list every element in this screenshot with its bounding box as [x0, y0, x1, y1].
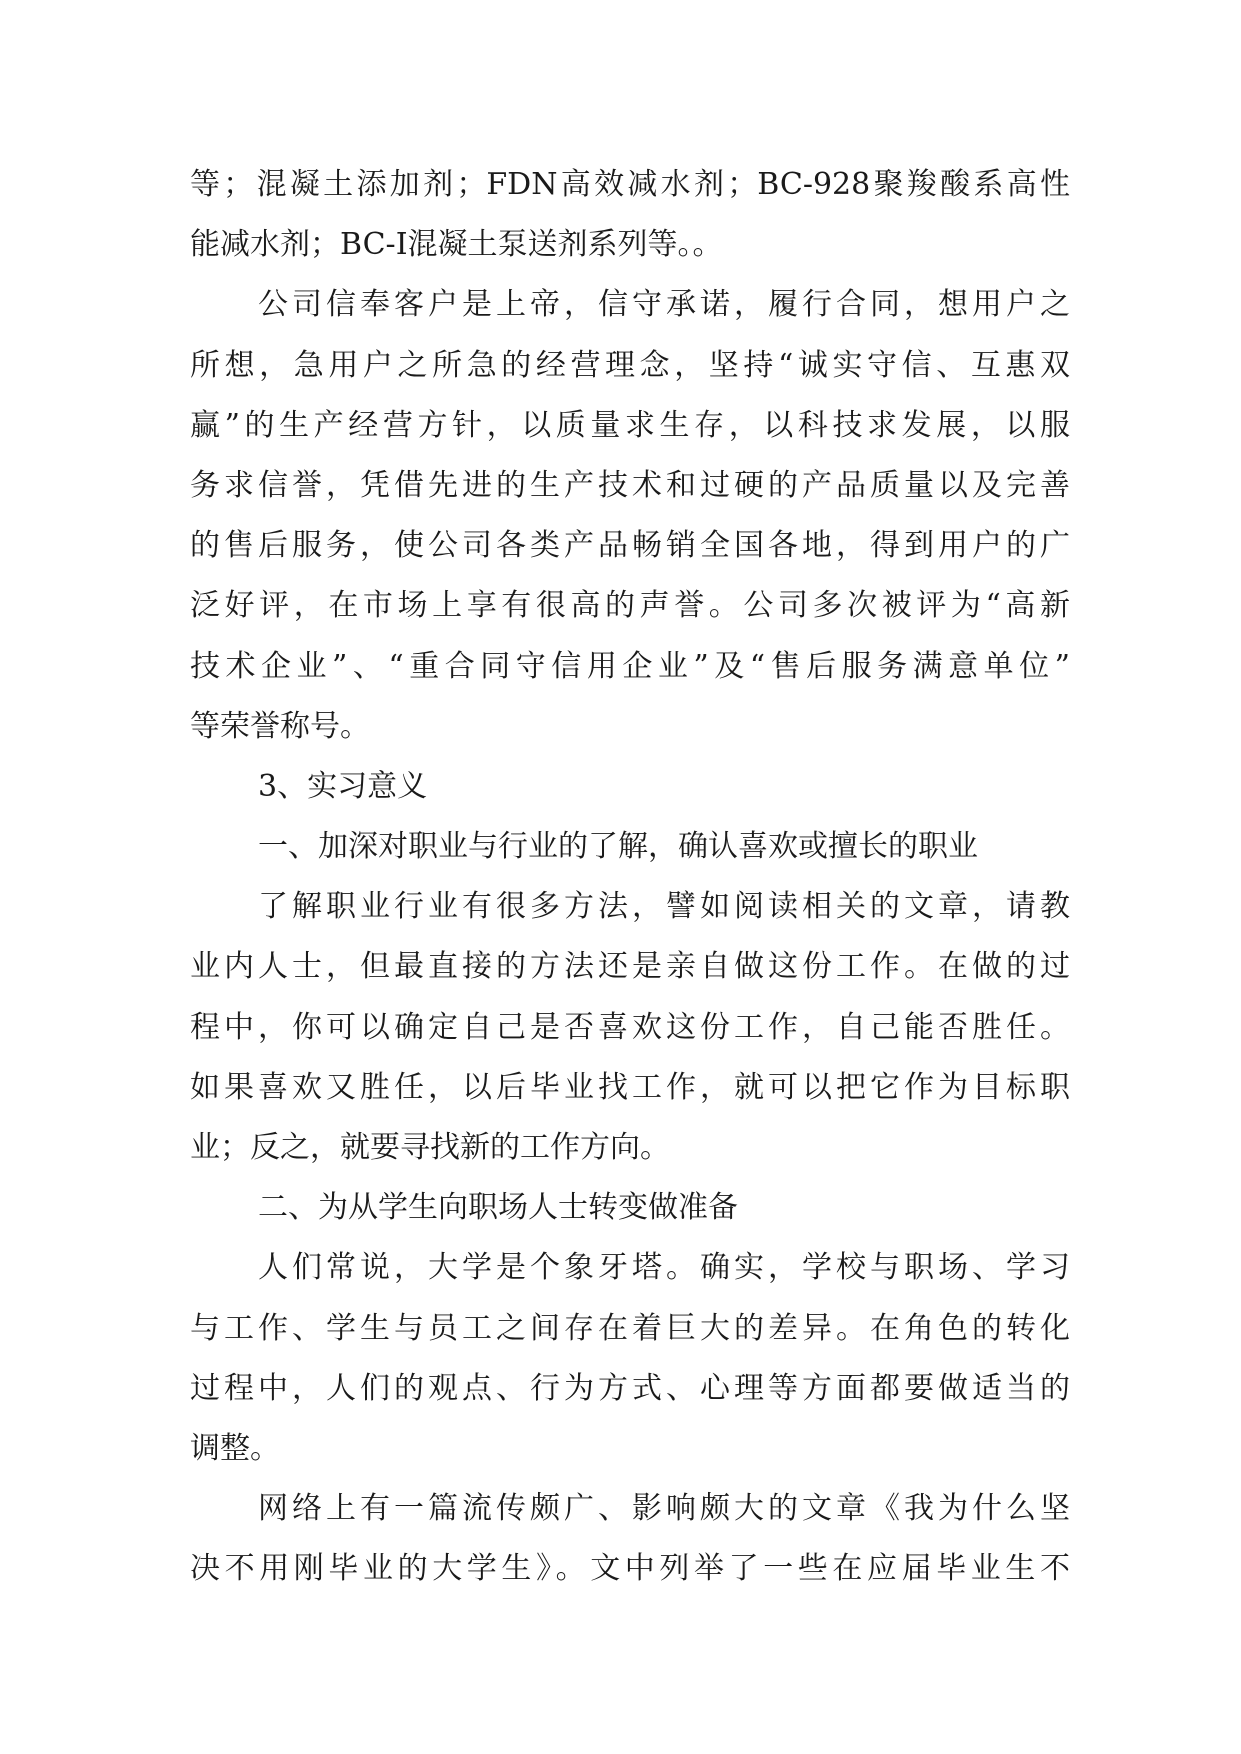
text-line: 务求信誉，凭借先进的生产技术和过硬的产品质量以及完善: [190, 467, 1070, 503]
text-line: 过程中，人们的观点、行为方式、心理等方面都要做适当的: [190, 1370, 1070, 1406]
text-line: 公司信奉客户是上帝，信守承诺，履行合同，想用户之: [258, 287, 1070, 323]
text-line: 等荣誉称号。: [190, 708, 370, 744]
text-line: 3、实习意义: [258, 768, 428, 804]
text-line: 技术企业”、“重合同守信用企业”及“售后服务满意单位”: [190, 648, 1070, 684]
text-line: 程中，你可以确定自己是否喜欢这份工作，自己能否胜任。: [190, 1009, 1070, 1045]
text-line: 所想，急用户之所急的经营理念，坚持“诚实守信、互惠双: [190, 347, 1070, 383]
text-line: 网络上有一篇流传颇广、影响颇大的文章《我为什么坚: [258, 1491, 1070, 1527]
document-body: [190, 155, 1070, 1600]
text-line: 业内人士，但最直接的方法还是亲自做这份工作。在做的过: [190, 949, 1070, 985]
text-line: 与工作、学生与员工之间存在着巨大的差异。在角色的转化: [190, 1310, 1070, 1346]
text-line: 了解职业行业有很多方法，譬如阅读相关的文章，请教: [258, 889, 1070, 925]
text-line: 一、加深对职业与行业的了解，确认喜欢或擅长的职业: [258, 829, 978, 865]
text-line: 如果喜欢又胜任，以后毕业找工作，就可以把它作为目标职: [190, 1069, 1070, 1105]
text-line: 能减水剂；BC-I混凝土泵送剂系列等。。: [190, 227, 723, 263]
text-line: 等；混凝土添加剂；FDN高效减水剂；BC-928聚羧酸系高性: [190, 167, 1070, 202]
text-line: 调整。: [190, 1430, 280, 1466]
text-line: 业；反之，就要寻找新的工作方向。: [190, 1130, 670, 1165]
text-line: 的售后服务，使公司各类产品畅销全国各地，得到用户的广: [190, 528, 1070, 564]
text-line: 泛好评，在市场上享有很高的声誉。公司多次被评为“高新: [190, 588, 1070, 624]
text-line: 赢”的生产经营方针，以质量求生存，以科技求发展，以服: [190, 407, 1070, 443]
text-line: 人们常说，大学是个象牙塔。确实，学校与职场、学习: [258, 1250, 1070, 1286]
text-line: 二、为从学生向职场人士转变做准备: [258, 1190, 738, 1226]
text-line: 决不用刚毕业的大学生》。文中列举了一些在应届毕业生不: [190, 1551, 1070, 1587]
